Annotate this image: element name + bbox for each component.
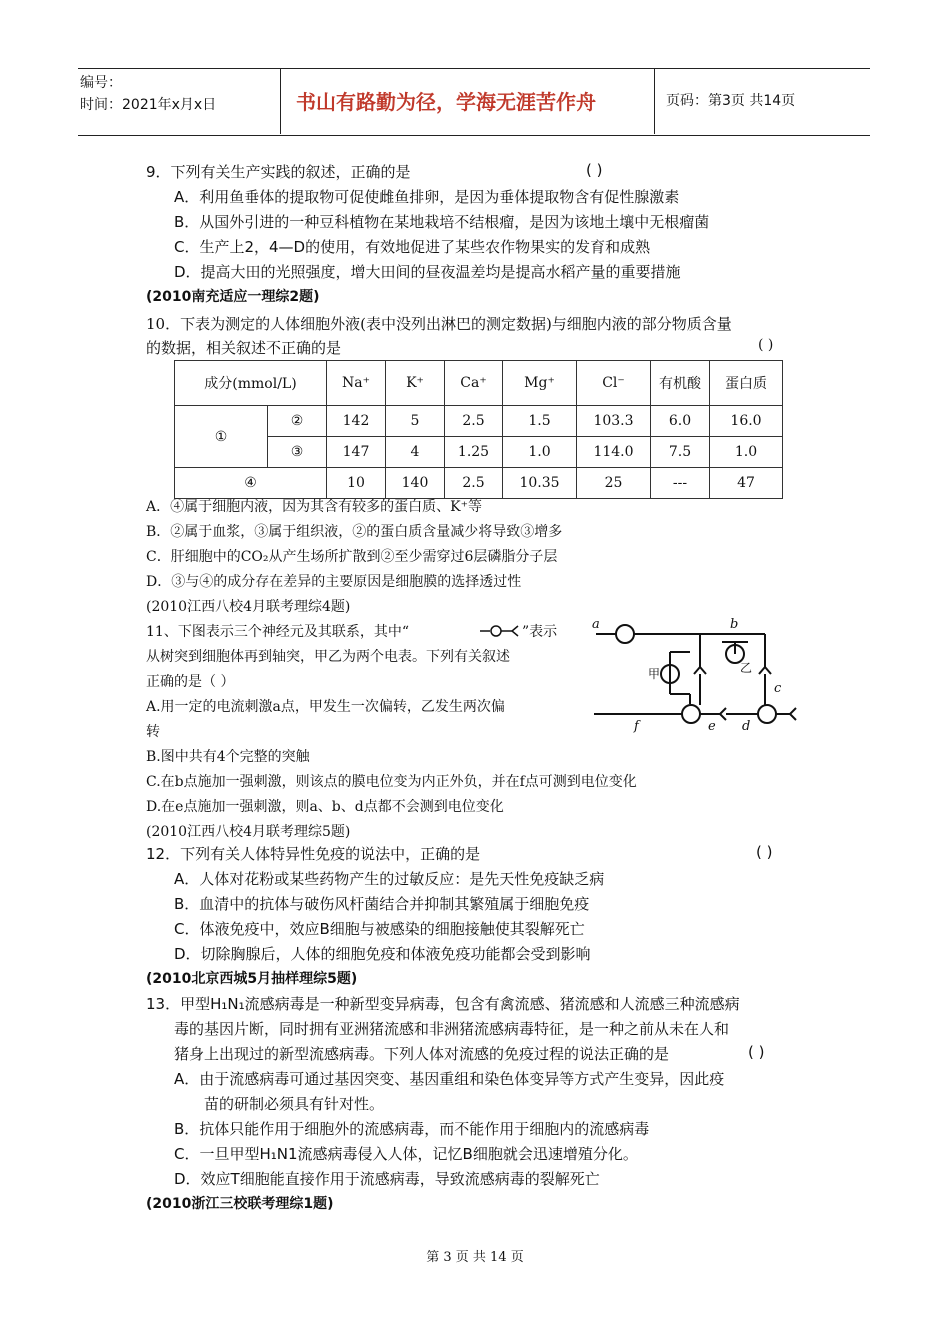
q12-option-c: C．体液免疫中，效应B细胞与被感染的细胞接触使其裂解死亡 xyxy=(174,920,585,938)
diagram-label-e: e xyxy=(708,719,716,734)
q11-stem-line1a: 11、下图表示三个神经元及其联系，其中“ xyxy=(146,624,409,640)
q11-stem-line1b: ”表示 xyxy=(522,624,558,640)
q12-source: (2010北京西城5月抽样理综5题) xyxy=(146,971,358,987)
q13-stem-line2: 毒的基因片断，同时拥有亚洲猪流感和非洲猪流感病毒特征，是一种之前从未在人和 xyxy=(174,1020,730,1038)
header-divider xyxy=(280,68,281,134)
table-header-cell: K⁺ xyxy=(386,361,445,406)
q11-source: (2010江西八校4月联考理综5题) xyxy=(146,824,351,840)
data-table xyxy=(174,360,783,499)
q13-option-a-line2: 苗的研制必须具有针对性。 xyxy=(204,1095,385,1113)
header-left xyxy=(80,72,216,116)
table-cell: 10.35 xyxy=(503,468,577,499)
q10-option-c: C．肝细胞中的CO₂从产生场所扩散到②至少需穿过6层磷脂分子层 xyxy=(146,549,558,565)
table-cell: 142 xyxy=(327,406,386,437)
q9-option-c: C．生产上2，4—D的使用，有效地促进了某些农作物果实的发育和成熟 xyxy=(174,238,651,256)
table-row xyxy=(175,406,783,437)
diagram-label-b: b xyxy=(730,617,739,632)
q9-paren: ( ) xyxy=(586,161,603,179)
q10-stem-line1: 10．下表为测定的人体细胞外液(表中没列出淋巴的测定数据)与细胞内液的部分物质含量 xyxy=(146,315,732,333)
table-cell: 103.3 xyxy=(577,406,651,437)
table-header-row xyxy=(175,361,783,406)
table-cell: 1.0 xyxy=(503,437,577,468)
q13-stem-line3: 猪身上出现过的新型流感病毒。下列人体对流感的免疫过程的说法正确的是 xyxy=(174,1045,670,1063)
diagram-label-f: f xyxy=(634,719,639,734)
q9-source: (2010南充适应一理综2题) xyxy=(146,289,320,305)
diagram-label-d: d xyxy=(742,719,751,734)
table-cell: 5 xyxy=(386,406,445,437)
q10-source: (2010江西八校4月联考理综4题) xyxy=(146,599,351,615)
neuron-symbol-icon xyxy=(480,624,522,638)
diagram-label-jia: 甲 xyxy=(648,667,661,681)
table-cell: 1.0 xyxy=(710,437,783,468)
table-cell: 6.0 xyxy=(651,406,710,437)
q9-stem: 9．下列有关生产实践的叙述，正确的是 xyxy=(146,163,411,181)
table-cell: 2.5 xyxy=(445,406,503,437)
q10-paren: ( ) xyxy=(758,337,774,353)
q11-option-c: C.在b点施加一强刺激，则该点的膜电位变为内正外负，并在f点可测到电位变化 xyxy=(146,774,637,790)
table-row-label: ④ xyxy=(175,468,327,499)
q13-option-c: C．一旦甲型H₁N1流感病毒侵入人体，记忆B细胞就会迅速增殖分化。 xyxy=(174,1145,638,1163)
table-cell: 1.5 xyxy=(503,406,577,437)
q13-option-a-line1: A．由于流感病毒可通过基因突变、基因重组和染色体变异等方式产生变异，因此疫 xyxy=(174,1070,725,1088)
diagram-label-a: a xyxy=(592,617,600,632)
q10-option-a: A．④属于细胞内液，因为其含有较多的蛋白质、K⁺等 xyxy=(146,499,482,515)
table-header-cell: 成分(mmol/L) xyxy=(175,361,327,406)
q11-stem-line2: 从树突到细胞体再到轴突，甲乙为两个电表。下列有关叙述 xyxy=(146,649,510,665)
q12-paren: ( ) xyxy=(756,843,773,861)
q11-option-a-line1: A.用一定的电流刺激a点，甲发生一次偏转，乙发生两次偏 xyxy=(146,699,505,715)
table-cell: 7.5 xyxy=(651,437,710,468)
q10-stem-line2: 的数据，相关叙述不正确的是 xyxy=(146,339,342,357)
page-label: 页码：第3页 共14页 xyxy=(666,93,796,109)
date-label: 时间：2021年x月x日 xyxy=(80,97,217,113)
q13-option-d: D．效应T细胞能直接作用于流感病毒，导致流感病毒的裂解死亡 xyxy=(174,1170,600,1188)
table-header-cell: Mg⁺ xyxy=(503,361,577,406)
table-header-cell: Ca⁺ xyxy=(445,361,503,406)
table-cell: 25 xyxy=(577,468,651,499)
q13-option-b: B．抗体只能作用于细胞外的流感病毒，而不能作用于细胞内的流感病毒 xyxy=(174,1120,650,1138)
table-cell: 140 xyxy=(386,468,445,499)
table-header-cell: 有机酸 xyxy=(651,361,710,406)
header-divider xyxy=(654,68,655,134)
table-cell: 114.0 xyxy=(577,437,651,468)
table-row-label: ② xyxy=(268,406,327,437)
table-cell: 4 xyxy=(386,437,445,468)
q9-option-b: B．从国外引进的一种豆科植物在某地栽培不结根瘤，是因为该地土壤中无根瘤菌 xyxy=(174,213,710,231)
table-cell: --- xyxy=(651,468,710,499)
q11-stem-line3: 正确的是（ ） xyxy=(146,674,235,690)
table-group-label: ① xyxy=(175,406,268,468)
table-cell: 2.5 xyxy=(445,468,503,499)
table-cell: 1.25 xyxy=(445,437,503,468)
q9-option-a: A．利用鱼垂体的提取物可促使雌鱼排卵，是因为垂体提取物含有促性腺激素 xyxy=(174,188,680,206)
table-header-cell: Na⁺ xyxy=(327,361,386,406)
q9-option-d: D．提高大田的光照强度，增大田间的昼夜温差均是提高水稻产量的重要措施 xyxy=(174,263,681,281)
q13-paren: ( ) xyxy=(748,1043,765,1061)
table-cell: 10 xyxy=(327,468,386,499)
q13-source: (2010浙江三校联考理综1题) xyxy=(146,1196,334,1212)
table-row xyxy=(175,468,783,499)
motto: 书山有路勤为径，学海无涯苦作舟 xyxy=(296,90,596,114)
diagram-label-yi: 乙 xyxy=(740,661,753,675)
q10-option-d: D．③与④的成分存在差异的主要原因是细胞膜的选择透过性 xyxy=(146,574,522,590)
q10-option-b: B．②属于血浆，③属于组织液，②的蛋白质含量减少将导致③增多 xyxy=(146,524,563,540)
q13-stem-line1: 13．甲型H₁N₁流感病毒是一种新型变异病毒，包含有禽流感、猪流感和人流感三种流感病 xyxy=(146,995,740,1013)
table-row-label: ③ xyxy=(268,437,327,468)
table-cell: 147 xyxy=(327,437,386,468)
table-cell: 16.0 xyxy=(710,406,783,437)
q11-option-b: B.图中共有4个完整的突触 xyxy=(146,749,310,765)
neuron-diagram xyxy=(590,612,800,737)
q12-stem: 12．下列有关人体特异性免疫的说法中，正确的是 xyxy=(146,845,481,863)
diagram-label-c: c xyxy=(774,681,782,696)
q12-option-a: A．人体对花粉或某些药物产生的过敏反应：是先天性免疫缺乏病 xyxy=(174,870,605,888)
number-label: 编号： xyxy=(80,75,122,91)
table-cell: 47 xyxy=(710,468,783,499)
q11-option-d: D.在e点施加一强刺激，则a、b、d点都不会测到电位变化 xyxy=(146,799,504,815)
q12-option-d: D．切除胸腺后，人体的细胞免疫和体液免疫功能都会受到影响 xyxy=(174,945,591,963)
table-header-cell: 蛋白质 xyxy=(710,361,783,406)
q12-option-b: B．血清中的抗体与破伤风杆菌结合并抑制其繁殖属于细胞免疫 xyxy=(174,895,590,913)
table-header-cell: Cl⁻ xyxy=(577,361,651,406)
q11-option-a-line2: 转 xyxy=(146,724,160,740)
page-footer: 第 3 页 共 14 页 xyxy=(426,1250,524,1265)
